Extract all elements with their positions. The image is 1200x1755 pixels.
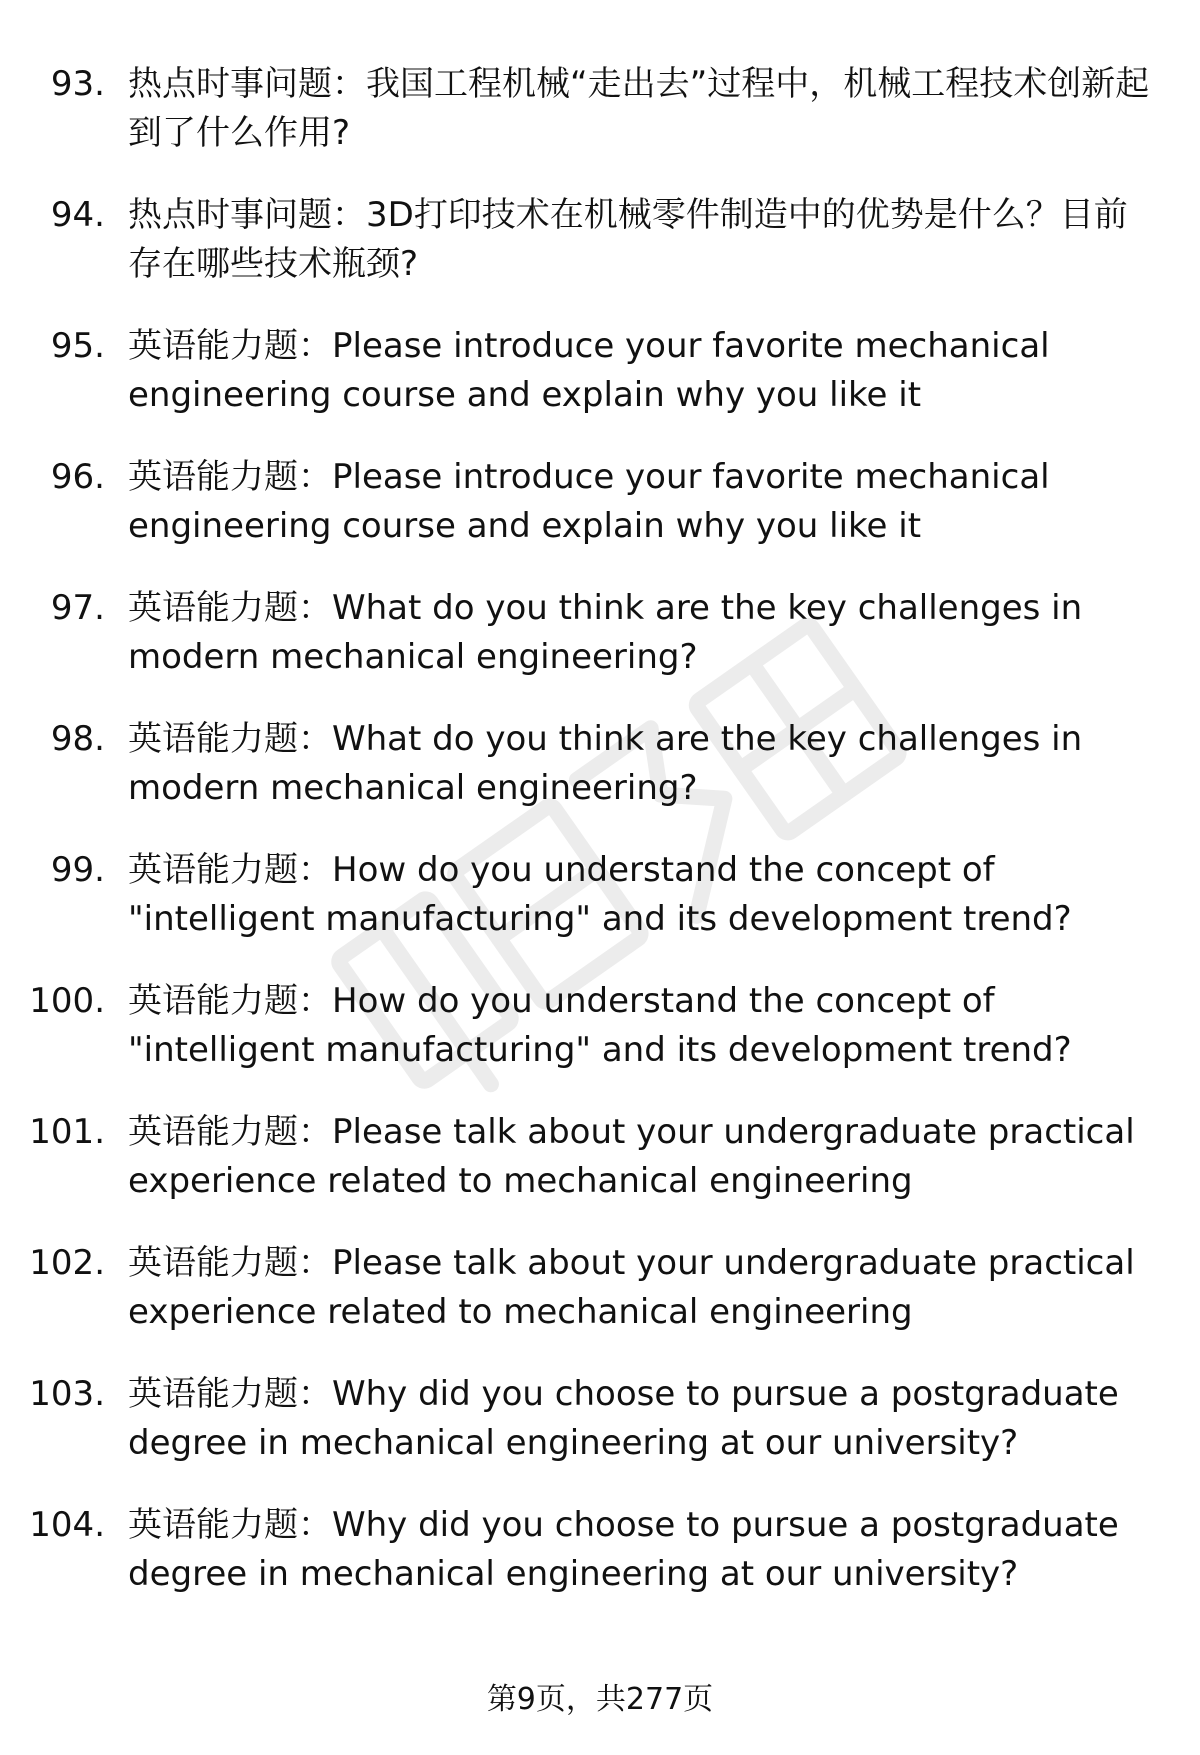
question-item-95: [0, 322, 1200, 453]
question-number: 98.: [50, 719, 105, 759]
question-number: 93.: [50, 64, 105, 104]
question-text: [128, 1501, 1158, 1599]
question-category: 英语能力题：: [128, 457, 332, 497]
question-text: [128, 1370, 1158, 1468]
question-number: 100.: [29, 981, 105, 1021]
question-text: [128, 322, 1158, 420]
question-number: 96.: [50, 457, 105, 497]
question-category: 英语能力题：: [128, 1374, 332, 1414]
question-category: 热点时事问题：: [128, 195, 366, 235]
question-list: [0, 60, 1200, 1632]
question-body: Please talk about your undergraduate practical experience related to mechanical engineering: [128, 1112, 1135, 1201]
question-item-102: [0, 1239, 1200, 1370]
question-number: 103.: [29, 1374, 105, 1414]
question-text: [128, 1108, 1158, 1206]
question-number: 97.: [50, 588, 105, 628]
question-number: 104.: [29, 1505, 105, 1545]
question-item-93: [0, 60, 1200, 191]
question-text: [128, 977, 1158, 1075]
question-body: What do you think are the key challenges in modern mechanical engineering?: [128, 588, 1083, 677]
page-footer: [0, 1680, 1200, 1720]
question-body: 我国工程机械“走出去”过程中，机械工程技术创新起到了什么作用?: [128, 64, 1150, 153]
question-text: [128, 846, 1158, 944]
question-item-94: [0, 191, 1200, 322]
question-number: 99.: [50, 850, 105, 890]
question-item-103: [0, 1370, 1200, 1501]
question-category: 英语能力题：: [128, 588, 332, 628]
question-body: Please introduce your favorite mechanical engineering course and explain why you like it: [128, 326, 1050, 415]
question-number: 101.: [29, 1112, 105, 1152]
question-text: [128, 191, 1158, 289]
question-text: [128, 584, 1158, 682]
question-body: What do you think are the key challenges in modern mechanical engineering?: [128, 719, 1083, 808]
question-body: Please introduce your favorite mechanical engineering course and explain why you like it: [128, 457, 1050, 546]
question-body: How do you understand the concept of "intelligent manufacturing" and its development trend?: [128, 850, 1072, 939]
question-number: 102.: [29, 1243, 105, 1283]
question-category: 英语能力题：: [128, 1505, 332, 1545]
question-text: [128, 453, 1158, 551]
question-number: 94.: [50, 195, 105, 235]
question-item-101: [0, 1108, 1200, 1239]
question-item-97: [0, 584, 1200, 715]
question-item-98: [0, 715, 1200, 846]
question-text: [128, 1239, 1158, 1337]
question-category: 英语能力题：: [128, 1112, 332, 1152]
question-body: 3D打印技术在机械零件制造中的优势是什么？目前存在哪些技术瓶颈?: [128, 195, 1128, 284]
question-body: How do you understand the concept of "intelligent manufacturing" and its development trend?: [128, 981, 1072, 1070]
question-number: 95.: [50, 326, 105, 366]
question-text: [128, 715, 1158, 813]
question-body: Why did you choose to pursue a postgraduate degree in mechanical engineering at our university?: [128, 1505, 1119, 1594]
question-item-100: [0, 977, 1200, 1108]
question-category: 热点时事问题：: [128, 64, 366, 104]
question-category: 英语能力题：: [128, 326, 332, 366]
question-category: 英语能力题：: [128, 719, 332, 759]
question-item-96: [0, 453, 1200, 584]
question-body: Why did you choose to pursue a postgraduate degree in mechanical engineering at our university?: [128, 1374, 1119, 1463]
question-item-99: [0, 846, 1200, 977]
question-category: 英语能力题：: [128, 850, 332, 890]
question-category: 英语能力题：: [128, 981, 332, 1021]
page-indicator: 第9页，共277页: [486, 1682, 714, 1717]
question-item-104: [0, 1501, 1200, 1632]
question-body: Please talk about your undergraduate practical experience related to mechanical engineering: [128, 1243, 1135, 1332]
question-category: 英语能力题：: [128, 1243, 332, 1283]
question-text: [128, 60, 1158, 158]
